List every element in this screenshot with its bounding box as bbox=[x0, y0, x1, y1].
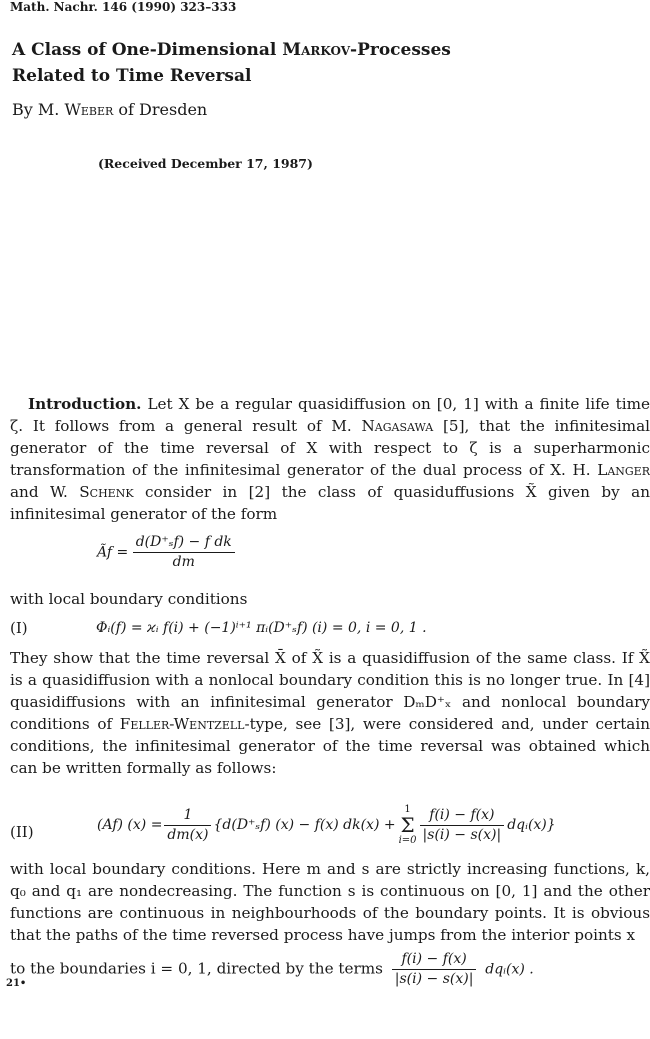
title-name: Markov bbox=[282, 40, 351, 60]
eq3-body-1: {d(D⁺ₛf) (x) − f(x) dk(x) + bbox=[213, 817, 396, 833]
eq3-body-2: dqᵢ(x)} bbox=[507, 817, 556, 833]
para3-fraction bbox=[392, 950, 477, 989]
paragraph-3 bbox=[10, 858, 650, 989]
boundary-text: with local boundary conditions bbox=[10, 590, 248, 608]
title-text: A Class of One-Dimensional bbox=[12, 40, 283, 60]
equation-boundary bbox=[96, 620, 427, 636]
title-text-post: -Processes bbox=[350, 40, 451, 60]
equation-time-reversal bbox=[97, 800, 556, 850]
page-footer-mark: 21• bbox=[6, 978, 27, 989]
para3-last-line bbox=[10, 950, 650, 989]
intro-heading: Introduction. bbox=[28, 395, 142, 413]
name-schenk: Schenk bbox=[79, 483, 134, 501]
journal-header: Math. Nachr. 146 (1990) 323–333 bbox=[10, 0, 237, 14]
intro-text-2: [5], that the infinitesimal generator of the time reversal of X with respect to ζ is a superharmonic transformation of the infinitesimal generator of the dual process of X. H. bbox=[10, 417, 650, 479]
para2-text-2: -type, see [3], were considered and, under certain conditions, the infinitesimal generator of the time reversal was obtained which can be written formally as follows: bbox=[10, 715, 650, 777]
eq3-fraction bbox=[164, 806, 211, 845]
paper-title bbox=[12, 37, 572, 89]
title-line-1 bbox=[12, 37, 572, 63]
eq-label-I: (I) bbox=[10, 619, 28, 637]
eq3-inner-numerator: f(i) − f(x) bbox=[420, 806, 505, 826]
para3-last-pre: to the boundaries i = 0, 1, directed by the terms bbox=[10, 959, 383, 978]
title-line-2: Related to Time Reversal bbox=[12, 66, 252, 86]
sum-lower: i=0 bbox=[398, 835, 417, 846]
para3-last-post: dqᵢ(x) . bbox=[485, 961, 534, 978]
eq1-lhs: Ãf = bbox=[97, 544, 129, 561]
author-place: of Dresden bbox=[113, 100, 208, 119]
para3-numerator: f(i) − f(x) bbox=[392, 950, 477, 970]
author-by: By M. bbox=[12, 100, 65, 119]
equation-generator bbox=[97, 533, 235, 572]
eq3-inner-denominator: |s(i) − s(x)| bbox=[422, 826, 502, 843]
intro-paragraph bbox=[10, 393, 650, 525]
paragraph-2 bbox=[10, 647, 650, 779]
intro-text-3: and W. bbox=[10, 483, 80, 501]
eq-label-II: (II) bbox=[10, 823, 34, 841]
eq2-body: Φᵢ(f) = ϰᵢ f(i) + (−1)ⁱ⁺¹ πᵢ(D⁺ₛf) (i) = 0, i = 0, 1 . bbox=[96, 620, 427, 636]
eq1-denominator: dm bbox=[172, 554, 195, 570]
author-name: Weber bbox=[64, 100, 114, 119]
eq1-numerator: d(D⁺ₛf) − f dk bbox=[133, 533, 235, 553]
intro-text-1: Let X be a regular quasidiffusion on [0, 1] with a finite life time ζ. It follows from a general result of M. bbox=[10, 395, 650, 435]
sum-upper: 1 bbox=[404, 804, 411, 815]
eq3-sum bbox=[399, 803, 417, 847]
received-date: (Received December 17, 1987) bbox=[98, 156, 313, 171]
author-line bbox=[12, 100, 207, 119]
eq3-lhs: (Af) (x) = bbox=[97, 817, 163, 833]
name-nagasawa: Nagasawa bbox=[361, 417, 434, 435]
sum-symbol: Σ bbox=[400, 813, 415, 837]
name-langer: Langer bbox=[597, 461, 650, 479]
eq3-inner-fraction bbox=[420, 806, 505, 845]
para3-text: with local boundary conditions. Here m and s are strictly increasing functions, k, q₀ and q₁ are nondecreasing. The function s is continuous on [0, 1] and the other functions are continuous in neighbourhoods of the boundary points. It is obvious that the paths of the time reversed process have jumps from the interior points x bbox=[10, 860, 650, 944]
eq1-fraction bbox=[133, 533, 235, 572]
intro-text-4: consider in [2] the class of quasiduffusions X̃ given by an infinitesimal generator of the form bbox=[10, 483, 650, 523]
para2-text-1: They show that the time reversal X̄ of X̃ is a quasidiffusion of the same class. If X̃ is a quasidiffusion with a nonlocal boundary condition this is no longer true. In [4] quasidiffusions with an infinitesimal generator DₘD⁺ₓ and nonlocal boundary conditions of bbox=[10, 649, 650, 733]
name-feller-wentzell: Feller-Wentzell bbox=[119, 715, 245, 733]
para3-denominator: |s(i) − s(x)| bbox=[394, 971, 474, 987]
eq3-denominator: dm(x) bbox=[167, 826, 209, 843]
eq3-numerator: 1 bbox=[164, 806, 211, 826]
